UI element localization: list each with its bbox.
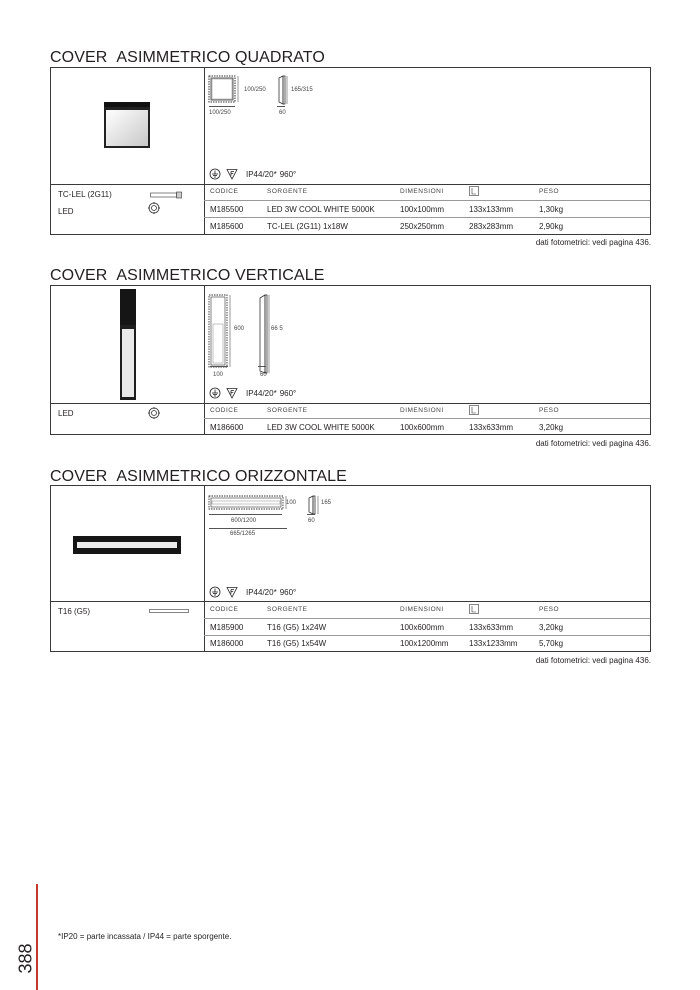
dim-height: 600 xyxy=(234,326,245,332)
ip-rating xyxy=(209,586,296,598)
dim-depth: 60 xyxy=(308,518,315,524)
row-dimensioni: 100x600mm xyxy=(400,623,445,632)
dim-front-width: 100 xyxy=(213,372,224,378)
header-codice: CODICE xyxy=(210,188,239,195)
front-drawing xyxy=(207,74,241,106)
product-photo xyxy=(104,102,150,148)
row-sorgente: LED 3W COOL WHITE 5000K xyxy=(267,205,375,214)
side-drawing xyxy=(257,294,271,374)
photometric-note: dati fotometrici: vedi pagina 436. xyxy=(535,656,651,665)
ground-symbol-icon xyxy=(209,586,221,598)
dim-depth-height: 165 xyxy=(321,500,332,506)
led-icon xyxy=(148,202,160,214)
dim-depth-height: 66 5 xyxy=(271,326,283,332)
header-codice: CODICE xyxy=(210,407,239,414)
glow-wire-value: 960° xyxy=(279,169,297,179)
row-peso: 3,20kg xyxy=(539,623,564,632)
section-quadrato xyxy=(50,48,651,248)
side-drawing xyxy=(306,495,320,515)
tube-lamp-icon xyxy=(150,191,182,199)
source-label: LED xyxy=(58,409,74,418)
section-verticale xyxy=(50,266,651,456)
ground-symbol-icon xyxy=(209,168,221,180)
source-label: TC-LEL (2G11) xyxy=(58,190,112,199)
row-sorgente: TC-LEL (2G11) 1x18W xyxy=(267,222,348,231)
title-brand: COVER xyxy=(50,267,108,284)
dim-depth: 60 xyxy=(279,110,286,116)
row-peso: 2,90kg xyxy=(539,222,564,231)
ip-rating xyxy=(209,387,296,399)
header-sorgente: SORGENTE xyxy=(267,188,308,195)
row-codice: M185600 xyxy=(210,222,244,231)
row-dimensioni: 100x1200mm xyxy=(400,639,449,648)
row-peso: 5,70kg xyxy=(539,639,564,648)
title-model: ASIMMETRICO ORIZZONTALE xyxy=(116,468,347,485)
row-codice: M186600 xyxy=(210,423,244,432)
f-mark-icon xyxy=(226,586,238,598)
row-peso: 1,30kg xyxy=(539,205,564,214)
recess-dimension-icon xyxy=(469,186,479,196)
section-title xyxy=(50,467,651,487)
row-foro: 133x133mm xyxy=(469,205,514,214)
header-sorgente: SORGENTE xyxy=(267,606,308,613)
row-foro: 283x283mm xyxy=(469,222,514,231)
row-dimensioni: 100x100mm xyxy=(400,205,445,214)
glow-wire-value: 960° xyxy=(279,388,297,398)
recess-dimension-icon xyxy=(469,604,479,614)
header-dimensioni: DIMENSIONI xyxy=(400,407,444,414)
dim-side-height: 100/250 xyxy=(244,87,266,93)
title-model: ASIMMETRICO VERTICALE xyxy=(116,267,325,284)
front-drawing xyxy=(208,495,288,511)
dim-depth-height: 165/315 xyxy=(291,87,313,93)
front-drawing xyxy=(208,294,232,368)
row-codice: M186000 xyxy=(210,639,244,648)
header-peso: PESO xyxy=(539,407,560,414)
section-title xyxy=(50,266,651,286)
ip-value: IP44/20* xyxy=(246,169,277,179)
row-sorgente: T16 (G5) 1x54W xyxy=(267,639,327,648)
ip-value: IP44/20* xyxy=(246,388,277,398)
row-foro: 133x633mm xyxy=(469,423,514,432)
source-label: T16 (G5) xyxy=(58,607,91,616)
row-codice: M185900 xyxy=(210,623,244,632)
dim-total-width: 665/1265 xyxy=(230,531,256,537)
f-mark-icon xyxy=(226,168,238,180)
recess-dimension-icon xyxy=(469,405,479,415)
header-peso: PESO xyxy=(539,606,560,613)
source-label: LED xyxy=(58,207,74,216)
header-sorgente: SORGENTE xyxy=(267,407,308,414)
product-box xyxy=(50,485,651,652)
led-icon xyxy=(148,407,160,419)
row-sorgente: LED 3W COOL WHITE 5000K xyxy=(267,423,375,432)
product-photo xyxy=(120,289,136,400)
ip-footnote: *IP20 = parte incassata / IP44 = parte sporgente. xyxy=(58,932,232,941)
dim-height: 100 xyxy=(286,500,297,506)
header-codice: CODICE xyxy=(210,606,239,613)
section-title xyxy=(50,48,651,68)
row-dimensioni: 250x250mm xyxy=(400,222,445,231)
row-foro: 133x633mm xyxy=(469,623,514,632)
side-drawing xyxy=(277,74,289,106)
dim-depth: 60 xyxy=(260,372,267,378)
product-box xyxy=(50,285,651,435)
ground-symbol-icon xyxy=(209,387,221,399)
title-brand: COVER xyxy=(50,49,108,66)
section-orizzontale xyxy=(50,467,651,677)
title-brand: COVER xyxy=(50,468,108,485)
product-box xyxy=(50,67,651,235)
dim-front-width: 100/250 xyxy=(209,110,231,116)
photometric-note: dati fotometrici: vedi pagina 436. xyxy=(535,238,651,247)
header-peso: PESO xyxy=(539,188,560,195)
glow-wire-value: 960° xyxy=(279,587,297,597)
header-dimensioni: DIMENSIONI xyxy=(400,606,444,613)
product-photo xyxy=(73,536,181,554)
f-mark-icon xyxy=(226,387,238,399)
row-sorgente: T16 (G5) 1x24W xyxy=(267,623,327,632)
header-dimensioni: DIMENSIONI xyxy=(400,188,444,195)
row-dimensioni: 100x600mm xyxy=(400,423,445,432)
row-foro: 133x1233mm xyxy=(469,639,518,648)
row-codice: M185500 xyxy=(210,205,244,214)
dim-front-width: 600/1200 xyxy=(231,518,257,524)
t16-tube-icon xyxy=(149,609,189,613)
title-model: ASIMMETRICO QUADRATO xyxy=(116,49,325,66)
ip-rating xyxy=(209,168,296,180)
photometric-note: dati fotometrici: vedi pagina 436. xyxy=(535,439,651,448)
row-peso: 3,20kg xyxy=(539,423,564,432)
ip-value: IP44/20* xyxy=(246,587,277,597)
page-number: 388 xyxy=(15,943,36,974)
